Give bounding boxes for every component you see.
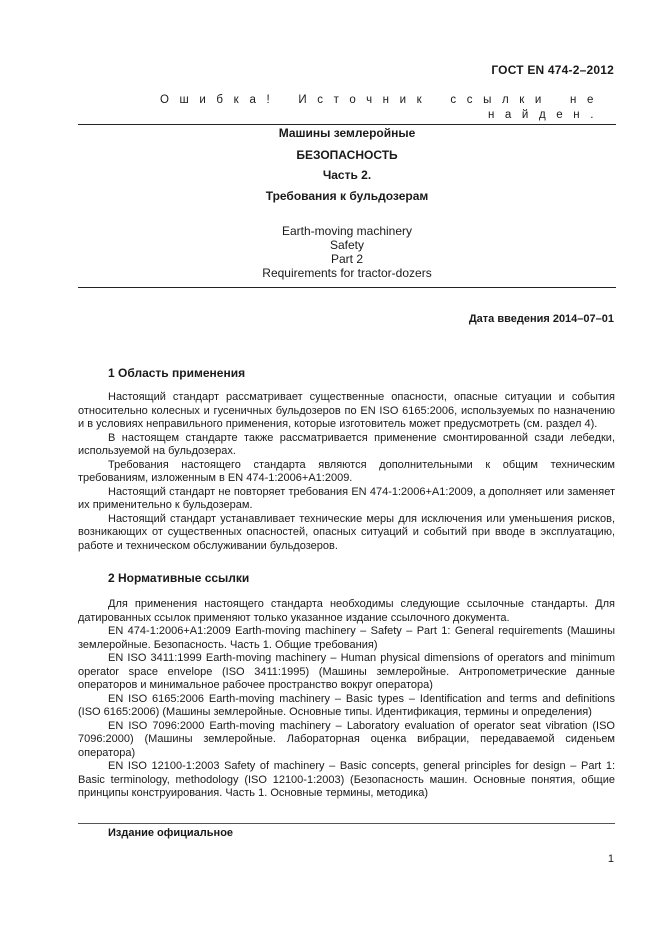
reference-entry: EN 474-1:2006+A1:2009 Earth-moving machinery – Safety – Part 1: General requirements (Машины землеройные. Безопасность. Часть 1. Общие требования) bbox=[78, 625, 615, 651]
reference-entry: EN ISO 12100-1:2003 Safety of machinery – Basic concepts, general principles for design – Part 1: Basic terminology, methodology (ISO 12100-1:2003) (Безопасность машин. Основные понятия, общие принципы конструирования. Часть 1. Основные термины, методика) bbox=[78, 760, 615, 799]
reference-entry: EN ISO 7096:2000 Earth-moving machinery – Laboratory evaluation of operator seat vibration (ISO 7096:2000) (Машины землеройные. Лабораторная оценка вибрации, передаваемой сиденьем оператора) bbox=[78, 719, 615, 759]
section-1-heading: 1 Область применения bbox=[108, 366, 246, 380]
error-line-2: найден. bbox=[487, 109, 604, 121]
section-1-paragraph: Настоящий стандарт устанавливает технические меры для исключения или уменьшения рисков, возникающих от существенных опасностей, опасных ситуаций и событий при вводе в эксплуатацию, работе и техническом обслуживании бульдозеров. bbox=[78, 512, 615, 552]
title-line-1: Машины землеройные bbox=[278, 126, 416, 140]
section-2-body bbox=[78, 598, 615, 801]
section-2-paragraph: Для применения настоящего стандарта необходимы следующие ссылочные стандарты. Для датированных ссылок применяют только указанное издание ссылочного документа. bbox=[78, 598, 615, 624]
english-title-line-1: Earth-moving machinery bbox=[281, 224, 413, 238]
english-title-line-4: Requirements for tractor-dozers bbox=[262, 266, 432, 280]
reference-entry: EN ISO 3411:1999 Earth-moving machinery – Human physical dimensions of operators and minimum operator space envelope (ISO 3411:1995) (Машины землеройные. Антропометрические данные операторов и минимальное рабочее пространство вокруг оператора) bbox=[78, 652, 615, 691]
english-title-line-3: Part 2 bbox=[330, 252, 363, 266]
footer-rule bbox=[78, 823, 615, 824]
section-1-paragraph: Требования настоящего стандарта являются дополнительными к общим техническим требованиям, изложенным в EN 474-1:2006+A1:2009. bbox=[78, 458, 615, 484]
error-reference-text bbox=[160, 93, 604, 123]
section-1-paragraph: Настоящий стандарт не повторяет требования EN 474-1:2006+A1:2009, а дополняет или заменяет их применительно к бульдозерам. bbox=[78, 485, 615, 511]
official-edition-label: Издание официальное bbox=[108, 827, 234, 839]
standard-code: ГОСТ EN 474-2–2012 bbox=[491, 63, 614, 77]
top-rule bbox=[78, 124, 616, 125]
section-2-heading: 2 Нормативные ссылки bbox=[108, 571, 250, 585]
section-1-paragraph: Настоящий стандарт рассматривает существенные опасности, опасные ситуации и события относительно колесных и гусеничных бульдозеров по EN ISO 6165:2006, используемых по назначению и в условиях неправильного применения, которые изготовитель может предусмотреть (см. раздел 4). bbox=[78, 391, 615, 430]
title-line-2: БЕЗОПАСНОСТЬ bbox=[296, 148, 398, 162]
section-1-body bbox=[78, 391, 615, 553]
reference-entry: EN ISO 6165:2006 Earth-moving machinery – Basic types – Identification and terms and definitions (ISO 6165:2006) (Машины землеройные. Основные типы. Идентификация, термины и определения) bbox=[78, 692, 615, 718]
error-line-1: Ошибка! Источник ссылки не bbox=[160, 94, 604, 106]
section-1-paragraph: В настоящем стандарте также рассматривается применение смонтированной сзади лебедки, используемой на бульдозерах. bbox=[78, 431, 615, 457]
page-number: 1 bbox=[607, 853, 614, 865]
title-line-4: Требования к бульдозерам bbox=[265, 189, 429, 203]
bottom-rule bbox=[78, 287, 616, 288]
english-title-line-2: Safety bbox=[329, 238, 365, 252]
introduction-date: Дата введения 2014–07–01 bbox=[468, 313, 614, 325]
title-line-3: Часть 2. bbox=[322, 168, 372, 182]
